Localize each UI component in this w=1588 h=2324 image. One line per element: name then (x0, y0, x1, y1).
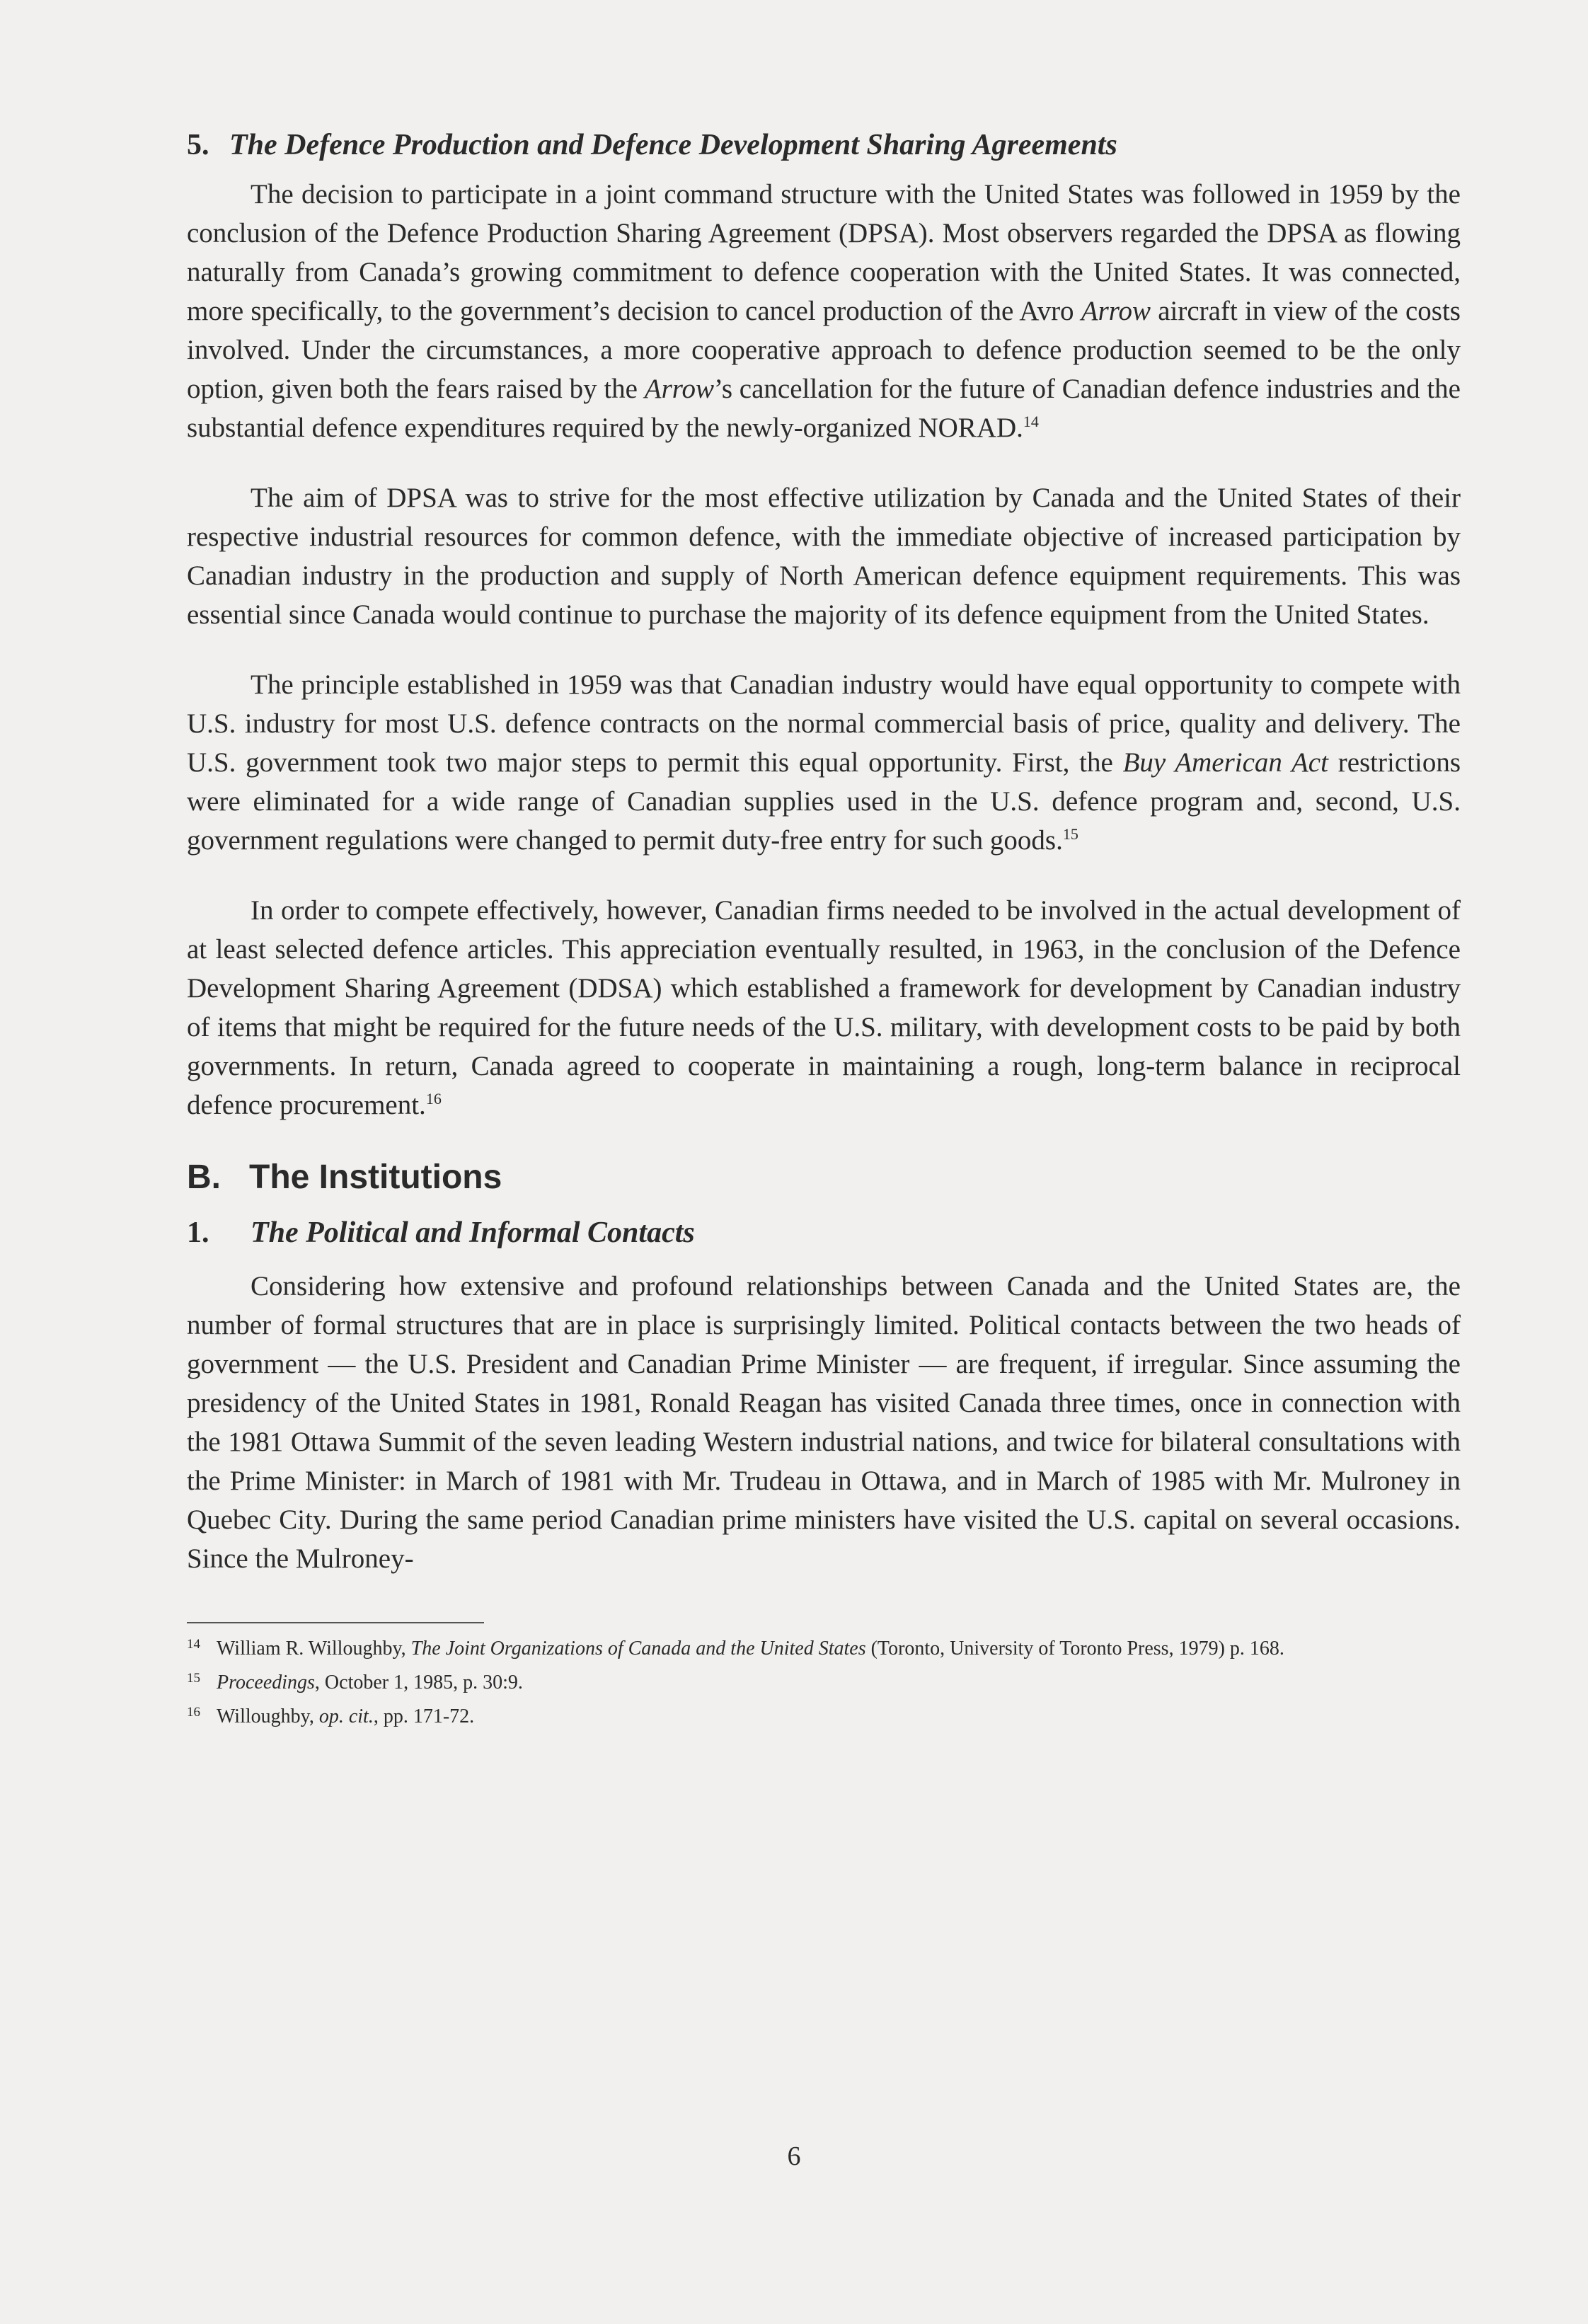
footnote-italic: The Joint Organizations of Canada and the United States (410, 1637, 866, 1659)
section-heading-dpsa (187, 126, 1461, 165)
footnote-ref-16: 16 (425, 1089, 442, 1108)
italic-text: Arrow (644, 373, 715, 404)
paragraph-4 (187, 891, 1461, 1124)
paragraph-text: ’s cancellation for the future of Canadian defence industries and the substantial defence expenditures required by the newly-organized NORAD. (187, 373, 1461, 443)
italic-text: Buy American Act (1122, 747, 1328, 778)
section-number: 5. (187, 129, 209, 161)
footnote-number: 16 (187, 1704, 200, 1720)
section-heading-institutions (187, 1156, 1461, 1200)
section-letter: B. (187, 1158, 221, 1196)
paragraph-text: In order to compete effectively, however, Canadian firms needed to be involved in the actual development of at least selected defence articles. This appreciation eventually resulted, in 1963, in the conclusion of the Defence Development Sharing Agreement (DDSA) which established a framework for development by Canadian industry of items that might be required for the future needs of the U.S. military, with development costs to be paid by both governments. In return, Canada agreed to cooperate in maintaining a rough, long-term balance in reciprocal defence procurement. (187, 894, 1461, 1120)
footnotes (187, 1635, 1461, 1731)
subsection-heading-political-contacts (187, 1214, 1461, 1253)
page-number: 6 (787, 2141, 801, 2171)
footnote-number: 15 (187, 1670, 200, 1686)
footnote-15 (187, 1669, 1461, 1697)
footnote-ref-14: 14 (1023, 412, 1039, 430)
paragraph-5: Considering how extensive and profound relationships between Canada and the United States are, the number of formal structures that are in place is surprisingly limited. Political contacts between the two heads of government — the U.S. President and Canadian Prime Minister — are frequent, if irregular. Since assuming the presidency of the United States in 1981, Ronald Reagan has visited Canada three times, once in connection with the 1981 Ottawa Summit of the seven leading Western industrial nations, and twice for bilateral consultations with the Prime Minister: in March of 1981 with Mr. Trudeau in Ottawa, and in March of 1985 with Mr. Mulroney in Quebec City. During the same period Canadian prime ministers have visited the U.S. capital on several occasions. Since the Mulroney- (187, 1270, 1461, 1574)
subsection-number: 1. (187, 1216, 209, 1249)
footnote-divider (187, 1622, 484, 1623)
footnote-text: Willoughby, (217, 1705, 319, 1727)
paragraph-1 (187, 175, 1461, 447)
paragraph-text: The principle established in 1959 was that Canadian industry would have equal opportunity to compete with U.S. industry for most U.S. defence contracts on the normal commercial basis of price, quality and delivery. The U.S. government took two major steps to permit this equal opportunity. First, the (187, 669, 1461, 778)
footnote-italic: op. cit. (318, 1705, 374, 1727)
footnote-ref-15: 15 (1062, 824, 1078, 843)
footnote-16 (187, 1703, 1461, 1731)
footnote-italic: Proceedings (217, 1671, 315, 1693)
paragraph-text: The decision to participate in a joint command structure with the United States was followed in 1959 by the conclusion of the Defence Production Sharing Agreement (DPSA). Most observers regarded the DPSA as flowing naturally from Canada’s growing commitment to defence cooperation with the United States. It was connected, more specifically, to the government’s decision to cancel production of the Avro (187, 178, 1461, 326)
footnote-text: (Toronto, University of Toronto Press, 1979) p. 168. (865, 1637, 1284, 1659)
paragraph-text: aircraft in view of the costs involved. Under the circumstances, a more cooperative approach to defence production seemed to be the only option, given both the fears raised by the (187, 295, 1461, 404)
footnote-text: , pp. 171-72. (373, 1705, 475, 1727)
footnote-14 (187, 1635, 1461, 1663)
footnote-text: William R. Willoughby, (217, 1637, 411, 1659)
footnote-text: , October 1, 1985, p. 30:9. (314, 1671, 523, 1693)
italic-text: Arrow (1081, 295, 1151, 326)
paragraph-2: The aim of DPSA was to strive for the most effective utilization by Canada and the United States of their respective industrial resources for common defence, with the immediate objective of increased participation by Canadian industry in the production and supply of North American defence equipment requirements. This was essential since Canada would continue to purchase the majority of its defence equipment from the United States. (187, 482, 1461, 630)
paragraph-text: restrictions were eliminated for a wide range of Canadian supplies used in the U.S. defence program and, second, U.S. government regulations were changed to permit duty-free entry for such goods. (187, 747, 1461, 856)
footnote-number: 14 (187, 1636, 200, 1652)
paragraph-3 (187, 665, 1461, 860)
section-title: The Institutions (249, 1158, 502, 1196)
subsection-title: The Political and Informal Contacts (251, 1216, 695, 1249)
section-title: The Defence Production and Defence Development Sharing Agreements (229, 129, 1117, 161)
